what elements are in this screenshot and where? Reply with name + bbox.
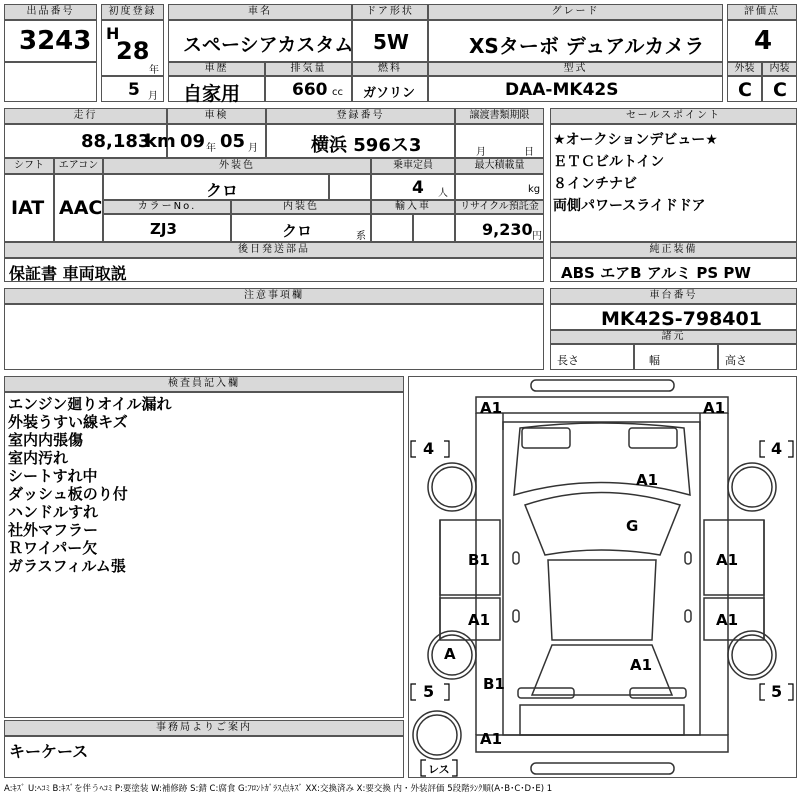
legend: A:ｷｽﾞ U:ﾍｺﾐ B:ｷｽﾞを伴うﾍｺﾐ P:要塗装 W:補修跡 S:錆 C:腐食 G:ﾌﾛﾝﾄｶﾞﾗｽ点ｷｽﾞ XX:交換済み X:要交換 内・外装評価 5段階ﾗﾝｸ順(A･B･C･D･E) 1 xyxy=(4,784,553,794)
deferred-parts: 保証書 車両取説 xyxy=(9,264,127,283)
model-cell xyxy=(428,76,723,102)
deferred-parts-label: 後日発送部品 xyxy=(4,242,544,258)
ac-cell xyxy=(54,174,103,242)
ac: AAC xyxy=(59,197,103,219)
mark-right-rear-door: A1 xyxy=(716,611,739,629)
inspector-line-6: ダッシュ板のり付 xyxy=(8,485,128,503)
grade-label: グレード xyxy=(428,4,723,20)
length-cell xyxy=(550,344,634,370)
spare-status: レス xyxy=(428,763,450,776)
mark-roof: A1 xyxy=(630,656,653,674)
lot-no-cell xyxy=(4,20,97,62)
genuine-equipment: ABS エアB アルミ PS PW xyxy=(561,264,751,282)
inspector-box xyxy=(4,392,404,718)
mark-left-quarter: B1 xyxy=(483,675,505,693)
inspection-year-unit: 年 xyxy=(206,143,216,154)
tire-fr: 4 xyxy=(771,439,783,458)
era: H xyxy=(106,24,120,43)
inspector-line-5: シートすれ中 xyxy=(8,467,98,485)
door-label: ドア形状 xyxy=(352,4,428,20)
inspector-line-8: 社外マフラー xyxy=(8,521,99,539)
sales-point-4: 両側パワースライドドア xyxy=(553,198,706,214)
width-cell xyxy=(634,344,718,370)
interior-color-unit: 系 xyxy=(356,231,366,242)
color-no-cell xyxy=(103,214,231,242)
mark-rear-bumper: A1 xyxy=(480,730,503,748)
inspector-line-3: 室内内張傷 xyxy=(8,431,84,449)
capacity-cell xyxy=(371,174,455,200)
inspection-month: 05 xyxy=(220,131,246,152)
shift: IAT xyxy=(11,197,45,219)
ext-label: 外装 xyxy=(727,62,762,76)
tire-fl: 4 xyxy=(423,439,435,458)
first-reg-year-cell xyxy=(101,20,164,76)
length-label: 長さ xyxy=(557,354,579,367)
name-label: 車名 xyxy=(168,4,352,20)
mileage-unit: km xyxy=(145,131,176,152)
notes-label: 注意事項欄 xyxy=(4,288,544,304)
history-cell xyxy=(168,76,265,105)
displacement-unit: cc xyxy=(332,87,343,98)
inspector-line-10: ガラスフィルム張 xyxy=(8,557,126,575)
mark-left-rear-wheel: A xyxy=(444,645,456,663)
tire-rr: 5 xyxy=(771,682,783,701)
load-label: 最大積載量 xyxy=(455,158,544,174)
import-label: 輸入車 xyxy=(371,200,455,214)
mark-front-bumper-right: A1 xyxy=(703,399,726,417)
grade: XSターボ デュアルカメラ xyxy=(469,34,705,58)
reg-month-unit: 月 xyxy=(148,91,158,102)
int-grade: C xyxy=(773,79,787,101)
recycle-unit: 円 xyxy=(532,231,542,242)
shift-label: シフト xyxy=(4,158,54,174)
ac-label: エアコン xyxy=(54,158,103,174)
inspector-line-9: Ｒワイパー欠 xyxy=(8,539,98,557)
color-extra-cell xyxy=(329,174,371,200)
fuel: ガソリン xyxy=(363,86,416,101)
sales-point-2: ＥＴＣビルトイン xyxy=(553,154,665,170)
transfer-cell xyxy=(455,124,544,158)
specs-label: 諸元 xyxy=(550,330,797,344)
interior-color-cell xyxy=(231,214,371,242)
interior-color: クロ xyxy=(282,222,313,240)
int-cell xyxy=(762,76,797,102)
model-label: 型式 xyxy=(428,62,723,76)
mark-hood: A1 xyxy=(636,471,659,489)
ext-grade: C xyxy=(738,79,752,101)
color-no-label: カラーNo. xyxy=(103,200,231,214)
reg-year: 28 xyxy=(116,37,150,65)
inspection-month-unit: 月 xyxy=(248,143,258,154)
color-no: ZJ3 xyxy=(150,220,177,238)
mark-front-bumper-left: A1 xyxy=(480,399,503,417)
history: 自家用 xyxy=(183,83,241,105)
sales-point-3: ８インチナビ xyxy=(553,176,637,192)
deferred-parts-cell xyxy=(4,258,544,282)
capacity: 4 xyxy=(412,178,424,198)
diagram-frame xyxy=(408,376,797,778)
door: 5W xyxy=(373,30,409,54)
inspector-label: 検査員記入欄 xyxy=(4,376,404,392)
lot-no: 3243 xyxy=(19,26,92,56)
lot-no-blank xyxy=(4,62,97,102)
reg-month: 5 xyxy=(128,80,140,100)
recycle: 9,230 xyxy=(482,220,533,239)
transfer-month: 月 xyxy=(476,147,486,158)
fuel-label: 燃料 xyxy=(352,62,428,76)
plate: 横浜 596ス3 xyxy=(311,135,422,156)
recycle-cell xyxy=(455,214,544,242)
inspector-line-7: ハンドルすれ xyxy=(8,503,99,521)
score: 4 xyxy=(754,26,773,56)
inspector-line-1: エンジン廻りオイル漏れ xyxy=(8,395,172,413)
name-cell xyxy=(168,20,352,62)
inspection-cell xyxy=(167,124,266,158)
height-cell xyxy=(718,344,797,370)
recycle-label: リサイクル預託金 xyxy=(455,200,544,214)
displacement-cell xyxy=(265,76,352,102)
inspector-line-4: 室内汚れ xyxy=(8,449,69,467)
height-label: 高さ xyxy=(725,354,747,367)
mileage-label: 走行 xyxy=(4,108,167,124)
office-box xyxy=(4,736,404,778)
tire-rl: 5 xyxy=(423,682,435,701)
chassis-label: 車台番号 xyxy=(550,288,797,304)
inspector-line-2: 外装うすい線キズ xyxy=(8,413,128,431)
color-cell xyxy=(103,174,329,200)
door-cell xyxy=(352,20,428,62)
mileage-cell xyxy=(4,124,176,158)
fuel-cell xyxy=(352,76,428,102)
first-reg-month-cell xyxy=(101,76,164,102)
history-label: 車歴 xyxy=(168,62,265,76)
width-label: 幅 xyxy=(649,354,660,367)
mark-windshield: G xyxy=(626,517,639,535)
lot-no-label: 出品番号 xyxy=(4,4,97,20)
inspection-year: 09 xyxy=(180,131,206,152)
notes-box xyxy=(4,304,544,370)
color: クロ xyxy=(206,181,239,200)
chassis-number: MK42S-798401 xyxy=(601,308,762,330)
capacity-label: 乗車定員 xyxy=(371,158,455,174)
displacement-label: 排気量 xyxy=(265,62,352,76)
sales-point-1: ★オークションデビュー★ xyxy=(553,132,718,148)
transfer-label: 譲渡書類期限 xyxy=(455,108,544,124)
interior-color-label: 内装色 xyxy=(231,200,371,214)
int-label: 内装 xyxy=(762,62,797,76)
import-cell-b xyxy=(413,214,455,242)
shift-cell xyxy=(4,174,54,242)
ext-cell xyxy=(727,76,762,102)
transfer-day: 日 xyxy=(524,147,534,158)
capacity-unit: 人 xyxy=(438,188,448,199)
office-note: キーケース xyxy=(9,742,89,761)
color-label: 外装色 xyxy=(103,158,371,174)
mark-right-front-door: A1 xyxy=(716,551,739,569)
model: DAA-MK42S xyxy=(505,80,619,100)
office-label: 事務局よりご案内 xyxy=(4,720,404,736)
genuine-equipment-label: 純正装備 xyxy=(550,242,797,258)
grade-cell xyxy=(428,20,723,62)
load-cell xyxy=(455,174,544,200)
reg-year-unit: 年 xyxy=(149,65,159,76)
mark-left-rear-door: A1 xyxy=(468,611,491,629)
sales-points-label: セールスポイント xyxy=(550,108,797,124)
displacement: 660 xyxy=(292,80,328,100)
plate-cell xyxy=(266,124,455,158)
plate-label: 登録番号 xyxy=(266,108,455,124)
mark-left-front-door: B1 xyxy=(468,551,490,569)
score-label: 評価点 xyxy=(727,4,797,20)
chassis-cell xyxy=(550,304,797,330)
first-reg-label: 初度登録 xyxy=(101,4,164,20)
load-unit: kg xyxy=(528,184,541,195)
mileage: 88,183 xyxy=(81,131,151,152)
inspection-label: 車検 xyxy=(167,108,266,124)
sales-points-box xyxy=(550,124,797,242)
genuine-equipment-cell xyxy=(550,258,797,282)
import-cell-a xyxy=(371,214,413,242)
car-name: スペーシアカスタム xyxy=(183,34,354,56)
score-cell xyxy=(727,20,797,62)
